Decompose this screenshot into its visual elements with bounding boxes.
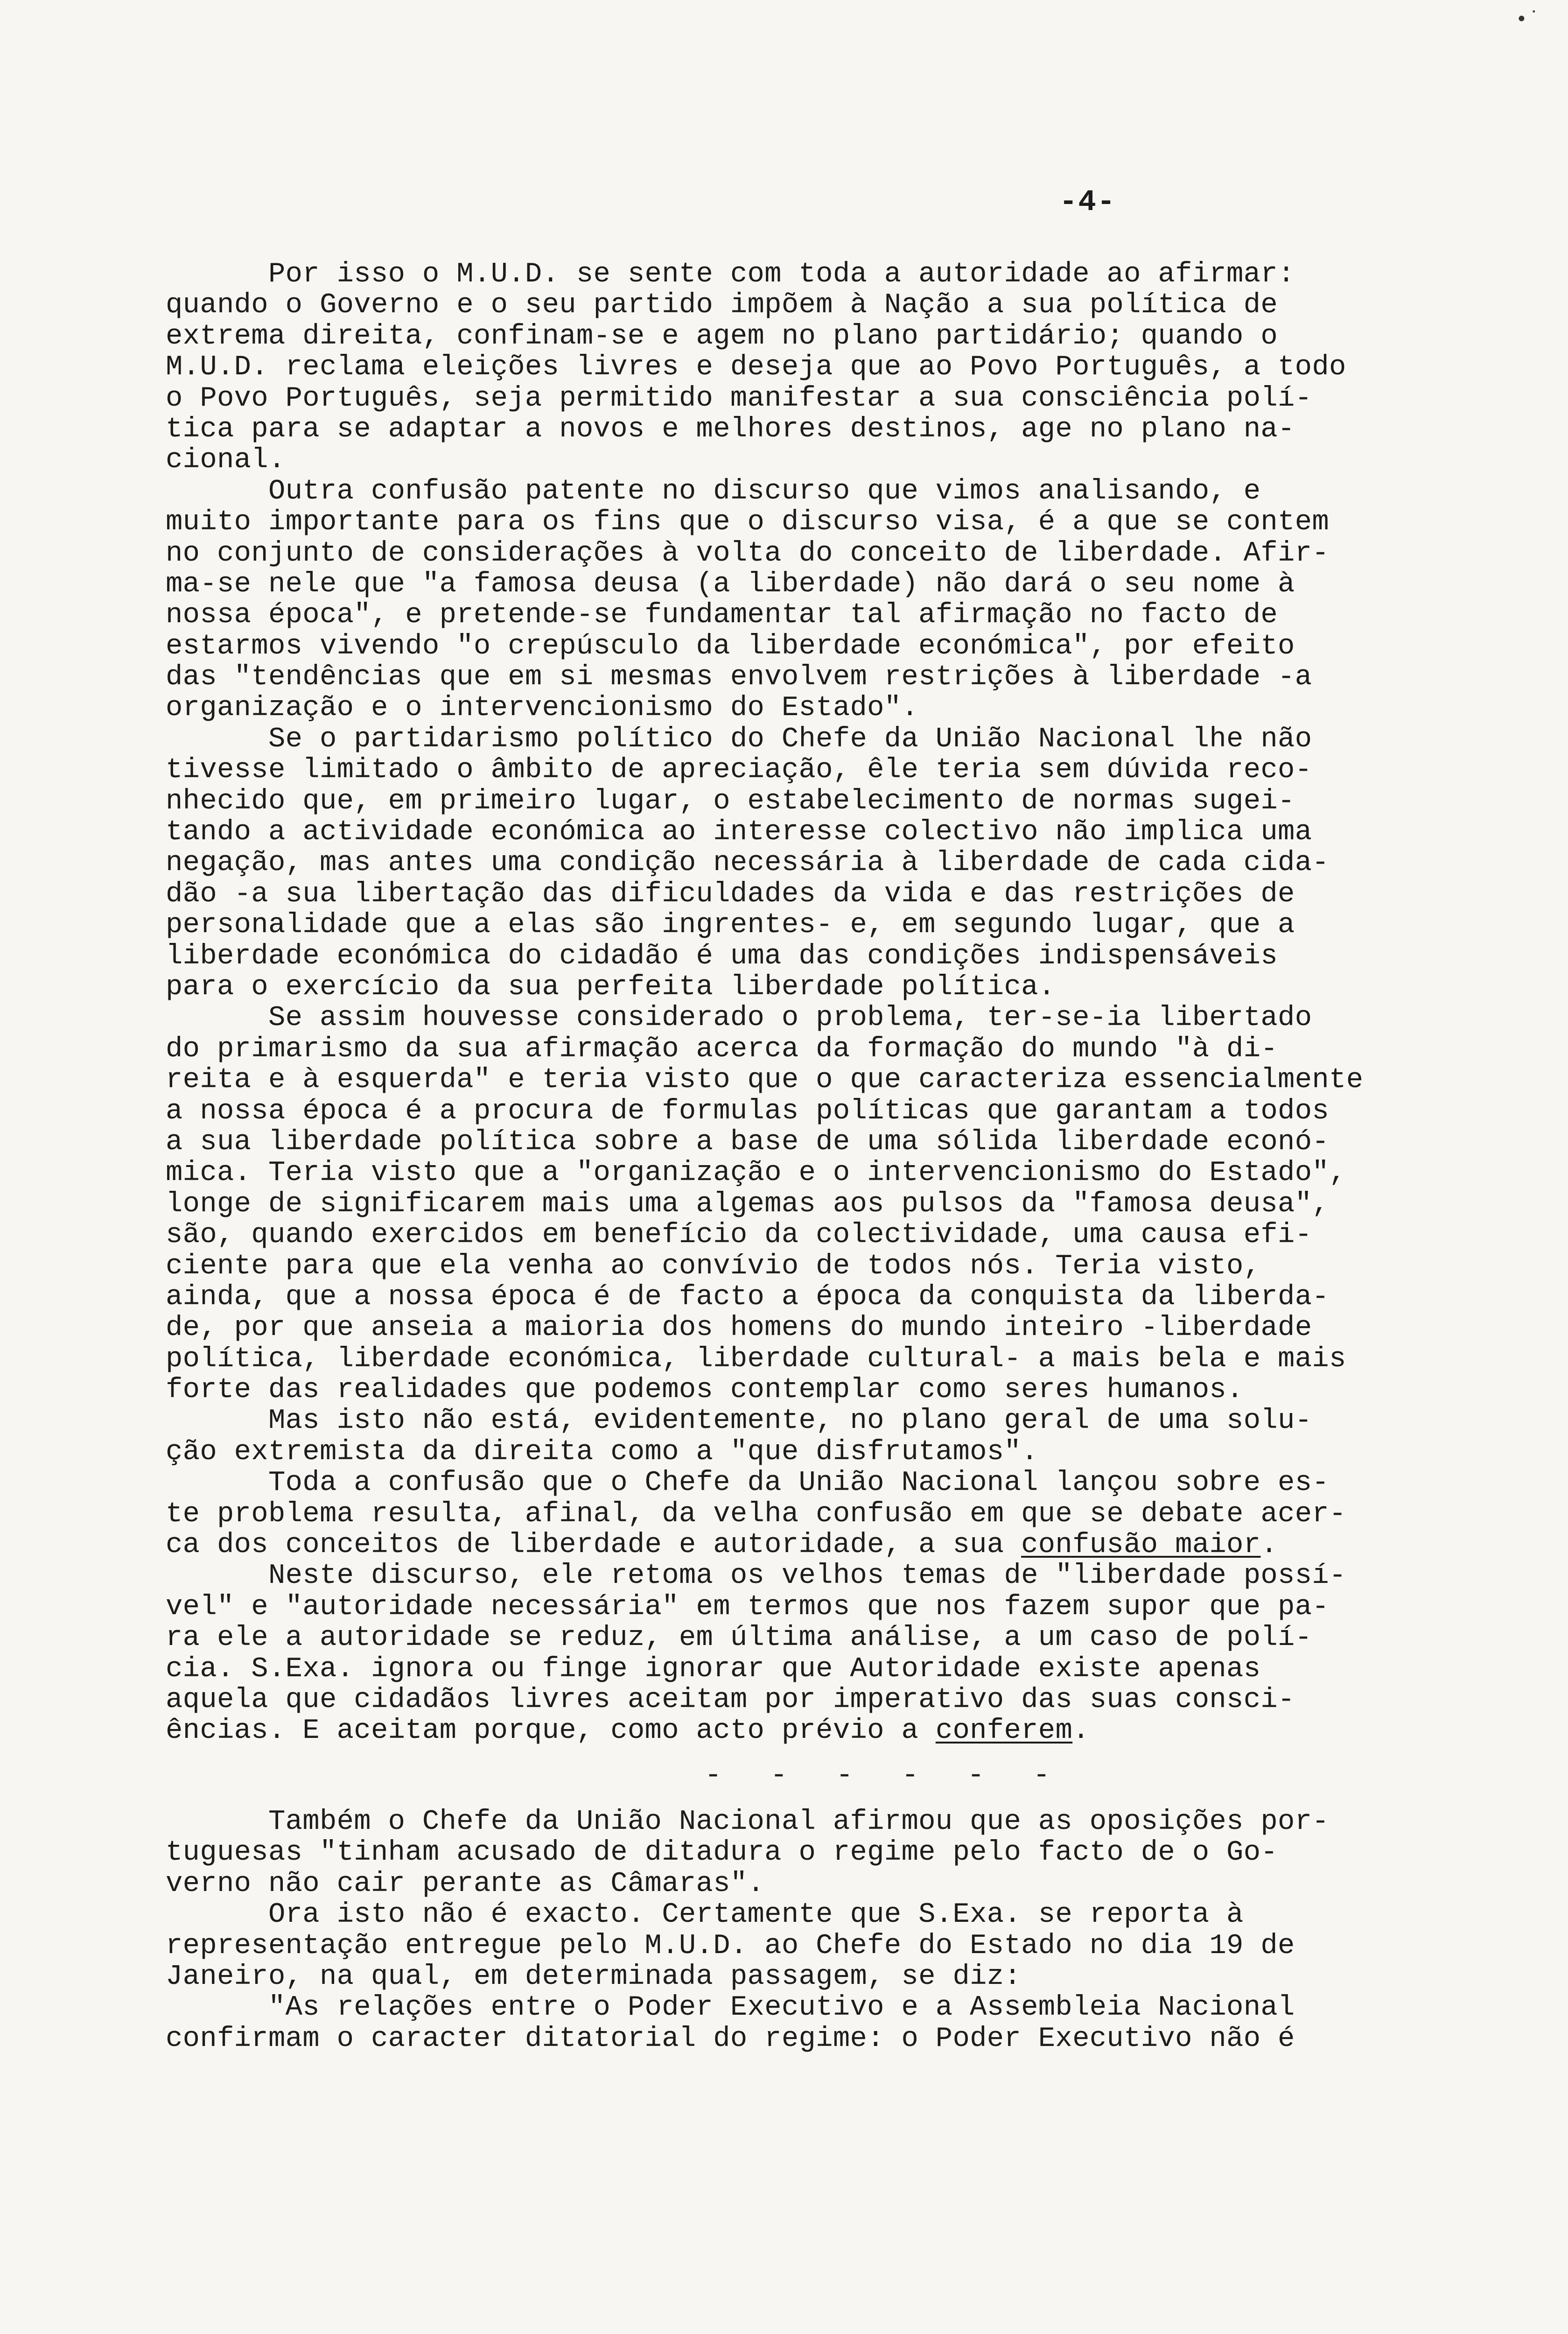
text-line: Toda a confusão que o Chefe da União Nacional lançou sobre es- <box>166 1467 1330 1499</box>
text-line: M.U.D. reclama eleições livres e deseja que ao Povo Português, a todo <box>166 352 1346 384</box>
text-line: tando a actividade económica ao interesse colectivo não implica uma <box>166 816 1312 849</box>
text-line: vel" e "autoridade necessária" em termos que nos fazem supor que pa- <box>166 1591 1330 1623</box>
text-line: das "tendências que em si mesmas envolvem restrições à liberdade -a <box>166 661 1312 694</box>
text-line: personalidade que a elas são ingrentes- e, em segundo lugar, que a <box>166 909 1295 942</box>
text-line: Outra confusão patente no discurso que vimos analisando, e <box>166 475 1261 507</box>
body-text-block-2 <box>166 1807 1472 2054</box>
text-line: ências. E aceitam porque, como acto prévio a conferem. <box>166 1715 1090 1747</box>
text-line: reita e à esquerda" e teria visto que o que caracteriza essencialmente <box>166 1064 1364 1097</box>
text-line: Também o Chefe da União Nacional afirmou que as oposições por- <box>166 1806 1330 1838</box>
text-line: ção extremista da direita como a "que disfrutamos". <box>166 1436 1038 1468</box>
text-line: ainda, que a nossa época é de facto a época da conquista da liberda- <box>166 1281 1330 1313</box>
text-line: ciente para que ela venha ao convívio de todos nós. Teria visto, <box>166 1250 1261 1282</box>
text-line: Ora isto não é exacto. Certamente que S.Exa. se reporta à <box>166 1899 1244 1931</box>
text-line: do primarismo da sua afirmação acerca da formação do mundo "à di- <box>166 1033 1278 1065</box>
text-line: no conjunto de considerações à volta do conceito de liberdade. Afir- <box>166 537 1330 569</box>
text-line: verno não cair perante as Câmaras". <box>166 1868 765 1900</box>
text-line: organização e o intervencionismo do Estado". <box>166 692 919 724</box>
body-text-block-1 <box>166 259 1472 1747</box>
text-line: ca dos conceitos de liberdade e autoridade, a sua confusão maior. <box>166 1529 1278 1561</box>
underlined-word: confusão maior <box>1021 1529 1261 1561</box>
text-line: Mas isto não está, evidentemente, no plano geral de uma solu- <box>166 1405 1312 1437</box>
text-line: quando o Governo e o seu partido impõem à Nação a sua política de <box>166 289 1278 322</box>
text-line: nossa época", e pretende-se fundamentar tal afirmação no facto de <box>166 599 1278 632</box>
text-line: longe de significarem mais uma algemas aos pulsos da "famosa deusa", <box>166 1188 1330 1220</box>
text-line: te problema resulta, afinal, da velha confusão em que se debate acer- <box>166 1498 1346 1530</box>
text-line: Se assim houvesse considerado o problema, ter-se-ia libertado <box>166 1002 1312 1034</box>
corner-mark: •˙ <box>1515 8 1540 32</box>
text-line: ma-se nele que "a famosa deusa (a liberdade) não dará o seu nome à <box>166 568 1295 600</box>
text-line: política, liberdade económica, liberdade cultural- a mais bela e mais <box>166 1343 1346 1375</box>
text-line: "As relações entre o Poder Executivo e a Assembleia Nacional <box>166 1992 1295 2024</box>
page-number: -4- <box>1059 186 1116 219</box>
text-line: a sua liberdade política sobre a base de uma sólida liberdade econó- <box>166 1126 1330 1158</box>
text-line: mica. Teria visto que a "organização e o intervencionismo do Estado", <box>166 1157 1346 1189</box>
text-line: a nossa época é a procura de formulas políticas que garantam a todos <box>166 1095 1330 1127</box>
underlined-word: conferem <box>935 1715 1073 1747</box>
text-line: representação entregue pelo M.U.D. ao Chefe do Estado no dia 19 de <box>166 1930 1295 1962</box>
text-line: tivesse limitado o âmbito de apreciação, êle teria sem dúvida reco- <box>166 754 1312 787</box>
text-line: negação, mas antes uma condição necessária à liberdade de cada cida- <box>166 847 1330 879</box>
text-line: aquela que cidadãos livres aceitam por imperativo das suas consci- <box>166 1684 1295 1716</box>
text-line: confirmam o caracter ditatorial do regime: o Poder Executivo não é <box>166 2023 1295 2055</box>
text-line: cional. <box>166 444 286 477</box>
text-line: muito importante para os fins que o discurso visa, é a que se contem <box>166 506 1330 539</box>
text-line: dão -a sua libertação das dificuldades da vida e das restrições de <box>166 878 1295 910</box>
text-line: extrema direita, confinam-se e agem no plano partidário; quando o <box>166 320 1278 352</box>
text-line: estarmos vivendo "o crepúsculo da liberdade económica", por efeito <box>166 630 1295 662</box>
text-line: cia. S.Exa. ignora ou finge ignorar que Autoridade existe apenas <box>166 1653 1261 1685</box>
text-line: Janeiro, na qual, em determinada passagem, se diz: <box>166 1961 1022 1993</box>
text-line: tica para se adaptar a novos e melhores destinos, age no plano na- <box>166 413 1295 445</box>
text-line: ra ele a autoridade se reduz, em última análise, a um caso de polí- <box>166 1622 1312 1654</box>
text-line: Por isso o M.U.D. se sente com toda a autoridade ao afirmar: <box>166 259 1295 290</box>
text-line: para o exercício da sua perfeita liberdade política. <box>166 971 1056 1003</box>
text-line: Neste discurso, ele retoma os velhos temas de "liberdade possí- <box>166 1560 1346 1592</box>
text-line: o Povo Português, seja permitido manifestar a sua consciência polí- <box>166 382 1312 415</box>
text-line: de, por que anseia a maioria dos homens do mundo inteiro -liberdade <box>166 1312 1312 1344</box>
text-line: são, quando exercidos em benefício da colectividade, uma causa efi- <box>166 1219 1312 1251</box>
text-line: liberdade económica do cidadão é uma das condições indispensáveis <box>166 940 1278 972</box>
text-line: forte das realidades que podemos contemplar como seres humanos. <box>166 1374 1244 1406</box>
text-line: Se o partidarismo político do Chefe da União Nacional lhe não <box>166 723 1312 755</box>
text-line: tuguesas "tinham acusado de ditadura o regime pelo facto de o Go- <box>166 1837 1278 1869</box>
text-line: nhecido que, em primeiro lugar, o estabelecimento de normas sugei- <box>166 785 1295 817</box>
section-separator: - - - - - - <box>705 1760 1066 1792</box>
